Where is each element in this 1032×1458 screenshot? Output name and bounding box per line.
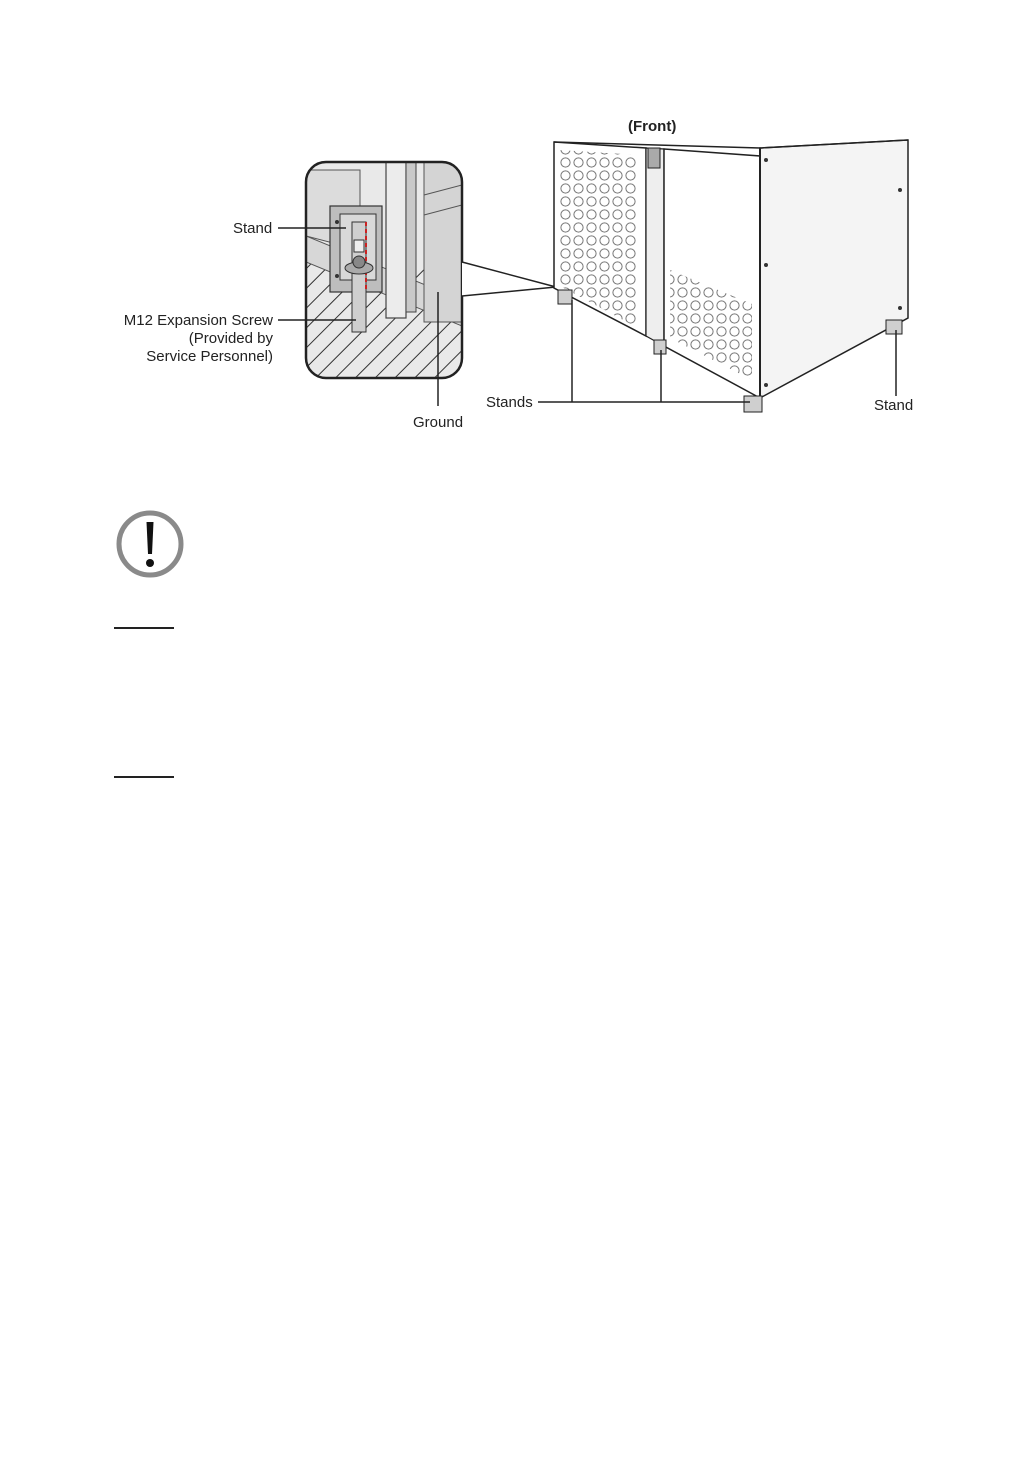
- front-label: (Front): [628, 118, 677, 135]
- stand-right-label: Stand: [874, 397, 914, 414]
- cabinet-illustration: [554, 140, 908, 412]
- section-rule-1: [114, 627, 174, 629]
- screw-label-line1: M12 Expansion Screw: [123, 312, 273, 329]
- exclamation-circle-icon: [114, 508, 186, 580]
- screw-label-line3: Service Personnel): [146, 348, 273, 365]
- ground-label: Ground: [413, 414, 464, 431]
- section-rule-2: [114, 776, 174, 778]
- callout-wedge: [462, 262, 556, 296]
- stand-label: Stand: [233, 220, 273, 237]
- installation-figure: [0, 0, 1032, 460]
- stands-label: Stands: [486, 394, 533, 411]
- screw-label-line2: (Provided by: [188, 330, 273, 347]
